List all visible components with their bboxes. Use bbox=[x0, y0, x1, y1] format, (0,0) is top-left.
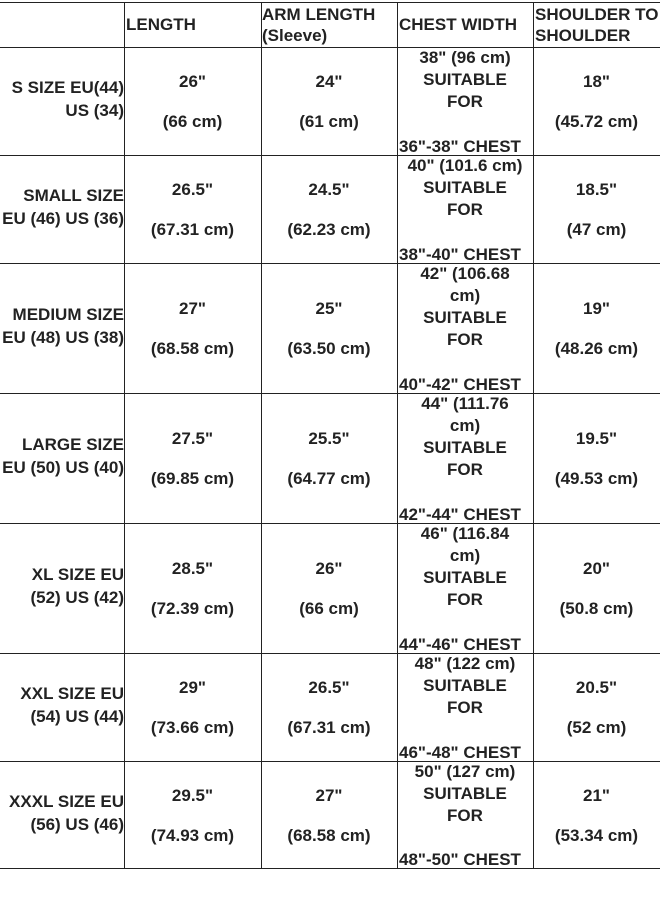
size-label-line: XXXL SIZE EU bbox=[9, 791, 124, 811]
size-label-line: (52) US (42) bbox=[30, 588, 124, 607]
size-label bbox=[0, 790, 124, 836]
chest-width-value bbox=[397, 653, 533, 761]
arm-length-value-inches: 27" bbox=[315, 785, 343, 805]
chest-width-value bbox=[397, 761, 533, 868]
length-value bbox=[124, 761, 261, 868]
chest-width-measure bbox=[397, 47, 533, 113]
shoulder-value-inches: 21" bbox=[583, 785, 610, 805]
length-value bbox=[124, 47, 261, 155]
chest-width-line: SUITABLE bbox=[423, 568, 507, 587]
chest-width-value bbox=[397, 523, 533, 653]
arm-length-value-inches: 25" bbox=[315, 299, 343, 318]
chest-width-line: FOR bbox=[447, 92, 483, 111]
shoulder-value-cm: (47 cm) bbox=[566, 220, 627, 239]
chest-width-line: FOR bbox=[447, 698, 483, 717]
length-value-cm: (73.66 cm) bbox=[150, 718, 235, 737]
chest-range: 48"-50" CHEST bbox=[399, 850, 521, 869]
shoulder-value-cm: (48.26 cm) bbox=[554, 339, 639, 358]
shoulder-value-inches: 18" bbox=[583, 72, 610, 91]
size-label-line: EU (48) US (38) bbox=[2, 328, 124, 347]
size-label-line: EU (46) US (36) bbox=[2, 209, 124, 228]
chest-range: 44"-46" CHEST bbox=[399, 635, 521, 654]
length-value-cm: (67.31 cm) bbox=[150, 220, 235, 239]
shoulder-value bbox=[533, 653, 660, 761]
chest-width-value bbox=[397, 393, 533, 523]
header-shoulder-sub: SHOULDER bbox=[535, 26, 631, 45]
length-value-cm: (68.58 cm) bbox=[150, 339, 235, 358]
arm-length-value-cm: (62.23 cm) bbox=[287, 220, 371, 239]
chest-width-line: SUITABLE bbox=[423, 676, 507, 695]
chest-width-line: SUITABLE bbox=[423, 308, 507, 327]
chest-width-line: 48" (122 cm) bbox=[414, 654, 516, 673]
arm-length-value-inches: 24" bbox=[315, 72, 343, 91]
header-shoulder-label: SHOULDER TO bbox=[535, 5, 659, 24]
length-value bbox=[124, 523, 261, 653]
header-chest-width bbox=[399, 14, 517, 35]
arm-length-value bbox=[261, 653, 397, 761]
chest-width-line: 38" (96 cm) bbox=[419, 48, 511, 67]
shoulder-value-inches: 20.5" bbox=[575, 678, 618, 697]
length-value bbox=[124, 263, 261, 393]
chest-width-measure bbox=[397, 263, 533, 351]
length-value-cm: (74.93 cm) bbox=[150, 825, 235, 845]
shoulder-value-cm: (52 cm) bbox=[566, 718, 627, 737]
arm-length-value-inches: 26" bbox=[315, 559, 343, 578]
size-label-line: XXL SIZE EU bbox=[20, 684, 124, 703]
chest-width-line: cm) bbox=[449, 546, 481, 565]
arm-length-value bbox=[261, 263, 397, 393]
arm-length-value bbox=[261, 761, 397, 868]
arm-length-value-cm: (66 cm) bbox=[299, 599, 359, 618]
shoulder-value-cm: (45.72 cm) bbox=[554, 112, 639, 131]
arm-length-value-cm: (61 cm) bbox=[299, 112, 359, 131]
arm-length-value-cm: (68.58 cm) bbox=[287, 825, 371, 845]
header-shoulder bbox=[535, 4, 658, 46]
chest-width-measure bbox=[397, 393, 533, 481]
length-value-cm: (69.85 cm) bbox=[150, 469, 235, 488]
size-label bbox=[0, 563, 124, 609]
length-value-inches: 28.5" bbox=[171, 559, 214, 578]
arm-length-value-inches: 26.5" bbox=[308, 678, 350, 697]
chest-width-line: 42" (106.68 bbox=[420, 264, 510, 283]
length-value-inches: 29" bbox=[179, 678, 206, 697]
shoulder-value bbox=[533, 393, 660, 523]
size-label bbox=[0, 184, 124, 230]
length-value-cm: (72.39 cm) bbox=[150, 599, 235, 618]
chest-width-measure bbox=[397, 761, 533, 827]
chest-range: 36"-38" CHEST bbox=[399, 137, 521, 156]
shoulder-value-inches: 19" bbox=[583, 299, 610, 318]
size-label-line: (56) US (46) bbox=[30, 814, 124, 834]
size-label-line: US (34) bbox=[65, 101, 124, 120]
chest-width-line: cm) bbox=[449, 286, 481, 305]
shoulder-value bbox=[533, 523, 660, 653]
chest-width-line: SUITABLE bbox=[423, 438, 507, 457]
chest-width-value bbox=[397, 47, 533, 155]
chest-width-line: 46" (116.84 bbox=[420, 524, 510, 543]
length-value bbox=[124, 653, 261, 761]
size-label bbox=[0, 433, 124, 479]
shoulder-value bbox=[533, 47, 660, 155]
grid-hline bbox=[0, 868, 660, 869]
header-arm-length-label: ARM LENGTH bbox=[262, 5, 376, 24]
size-label-line: EU (50) US (40) bbox=[2, 458, 124, 477]
size-label bbox=[0, 682, 124, 728]
size-label-line: S SIZE EU(44) bbox=[11, 78, 124, 97]
shoulder-value bbox=[533, 761, 660, 868]
chest-width-line: SUITABLE bbox=[423, 784, 507, 803]
chest-width-measure bbox=[397, 653, 533, 719]
chest-range: 40"-42" CHEST bbox=[399, 375, 521, 394]
arm-length-value-inches: 24.5" bbox=[308, 180, 350, 199]
chest-width-line: cm) bbox=[449, 416, 481, 435]
chest-width-line: 44" (111.76 bbox=[421, 394, 509, 413]
arm-length-value-cm: (63.50 cm) bbox=[287, 339, 371, 358]
length-value-inches: 26.5" bbox=[171, 180, 214, 199]
shoulder-value-inches: 20" bbox=[583, 559, 610, 578]
chest-width-line: FOR bbox=[447, 590, 483, 609]
arm-length-value-cm: (64.77 cm) bbox=[287, 469, 371, 488]
shoulder-value bbox=[533, 155, 660, 263]
size-label-line: MEDIUM SIZE bbox=[12, 305, 124, 324]
chest-width-value bbox=[397, 155, 533, 263]
chest-width-measure bbox=[397, 523, 533, 611]
chest-range: 42"-44" CHEST bbox=[399, 505, 521, 524]
chest-width-line: SUITABLE bbox=[423, 178, 507, 197]
length-value-inches: 29.5" bbox=[171, 785, 214, 805]
size-label bbox=[0, 76, 124, 122]
arm-length-value-inches: 25.5" bbox=[308, 429, 350, 448]
length-value-inches: 26" bbox=[179, 72, 206, 91]
arm-length-value bbox=[261, 523, 397, 653]
chest-width-line: 40" (101.6 cm) bbox=[407, 156, 523, 175]
length-value-cm: (66 cm) bbox=[162, 112, 223, 131]
size-label-line: XL SIZE EU bbox=[31, 565, 124, 584]
chest-range: 38"-40" CHEST bbox=[399, 245, 521, 264]
length-value-inches: 27.5" bbox=[171, 429, 214, 448]
arm-length-value-cm: (67.31 cm) bbox=[287, 718, 371, 737]
shoulder-value-cm: (49.53 cm) bbox=[554, 469, 639, 488]
arm-length-value bbox=[261, 393, 397, 523]
arm-length-value bbox=[261, 47, 397, 155]
chest-width-value bbox=[397, 263, 533, 393]
size-label-line: (54) US (44) bbox=[30, 707, 124, 726]
chest-range: 46"-48" CHEST bbox=[399, 743, 521, 762]
length-value bbox=[124, 155, 261, 263]
header-arm-length bbox=[262, 4, 375, 46]
shoulder-value-cm: (50.8 cm) bbox=[559, 599, 634, 618]
grid-hline bbox=[0, 2, 660, 3]
length-value bbox=[124, 393, 261, 523]
shoulder-value-cm: (53.34 cm) bbox=[554, 825, 639, 845]
chest-width-line: FOR bbox=[447, 806, 483, 825]
chest-width-line: FOR bbox=[447, 330, 483, 349]
chest-width-measure bbox=[397, 155, 533, 221]
length-value-inches: 27" bbox=[179, 299, 206, 318]
size-label-line: SMALL SIZE bbox=[23, 186, 124, 205]
chest-width-line: FOR bbox=[447, 200, 483, 219]
chest-width-line: SUITABLE bbox=[423, 70, 507, 89]
shoulder-value-inches: 19.5" bbox=[575, 429, 618, 448]
header-length-label: LENGTH bbox=[126, 15, 196, 34]
chest-width-line: 50" (127 cm) bbox=[414, 762, 516, 781]
header-length bbox=[126, 14, 196, 35]
shoulder-value bbox=[533, 263, 660, 393]
shoulder-value-inches: 18.5" bbox=[575, 180, 618, 199]
size-label bbox=[0, 303, 124, 349]
header-chest-width-label: CHEST WIDTH bbox=[399, 15, 518, 34]
header-arm-length-sub: (Sleeve) bbox=[262, 26, 328, 45]
chest-width-line: FOR bbox=[447, 460, 483, 479]
size-label-line: LARGE SIZE bbox=[21, 435, 124, 454]
arm-length-value bbox=[261, 155, 397, 263]
